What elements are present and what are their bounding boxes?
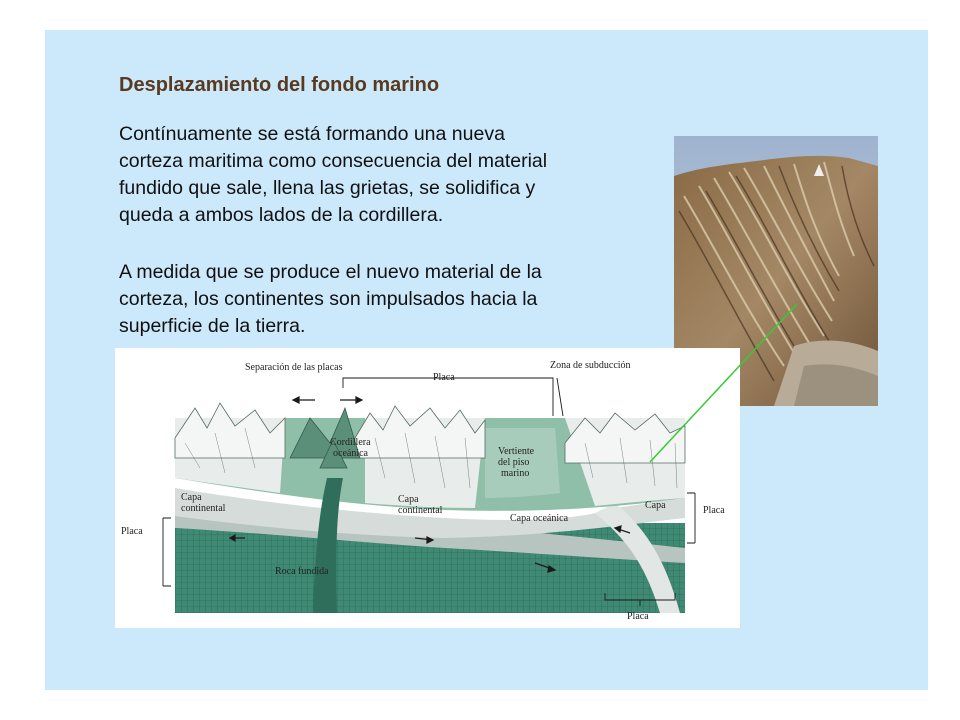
label-capa-oceanica: Capa oceánica bbox=[510, 513, 569, 524]
label-placa-bottom: Placa bbox=[627, 611, 649, 622]
label-capa-continental-mid-1: Capa bbox=[398, 494, 419, 505]
label-placa-left: Placa bbox=[121, 526, 143, 537]
paragraph-1 bbox=[119, 121, 659, 229]
paragraph-2 bbox=[119, 259, 659, 340]
label-capa-right: Capa bbox=[645, 500, 666, 511]
label-placa-top: Placa bbox=[433, 372, 455, 383]
slide-title: Desplazamiento del fondo marino bbox=[119, 74, 440, 96]
label-roca-fundida: Roca fundida bbox=[275, 566, 329, 577]
label-cordillera-1: Cordillera bbox=[330, 437, 371, 448]
paragraph-2-line: A medida que se produce el nuevo material de la bbox=[119, 261, 542, 283]
label-vertiente-2: del piso bbox=[498, 457, 530, 468]
label-cordillera-2: oceánica bbox=[333, 448, 368, 459]
paragraph-2-line: corteza, los continentes son impulsados hacia la bbox=[119, 288, 538, 310]
label-vertiente-3: marino bbox=[501, 468, 530, 479]
label-capa-continental-left-1: Capa bbox=[181, 492, 202, 503]
plate-tectonics-diagram bbox=[115, 348, 740, 628]
label-placa-right: Placa bbox=[703, 505, 725, 516]
label-capa-continental-left-2: continental bbox=[181, 503, 226, 514]
label-capa-continental-mid-2: continental bbox=[398, 505, 443, 516]
paragraph-1-line: queda a ambos lados de la cordillera. bbox=[119, 204, 444, 226]
label-vertiente-1: Vertiente bbox=[498, 446, 535, 457]
paragraph-1-line: corteza maritima como consecuencia del material bbox=[119, 150, 548, 172]
paragraph-2-line: superficie de la tierra. bbox=[119, 315, 306, 337]
label-zona-subduccion: Zona de subducción bbox=[550, 360, 631, 371]
paragraph-1-line: fundido que sale, llena las grietas, se solidifica y bbox=[119, 177, 536, 199]
paragraph-1-line: Contínuamente se está formando una nueva bbox=[119, 123, 505, 145]
label-separacion: Separación de las placas bbox=[245, 362, 343, 373]
